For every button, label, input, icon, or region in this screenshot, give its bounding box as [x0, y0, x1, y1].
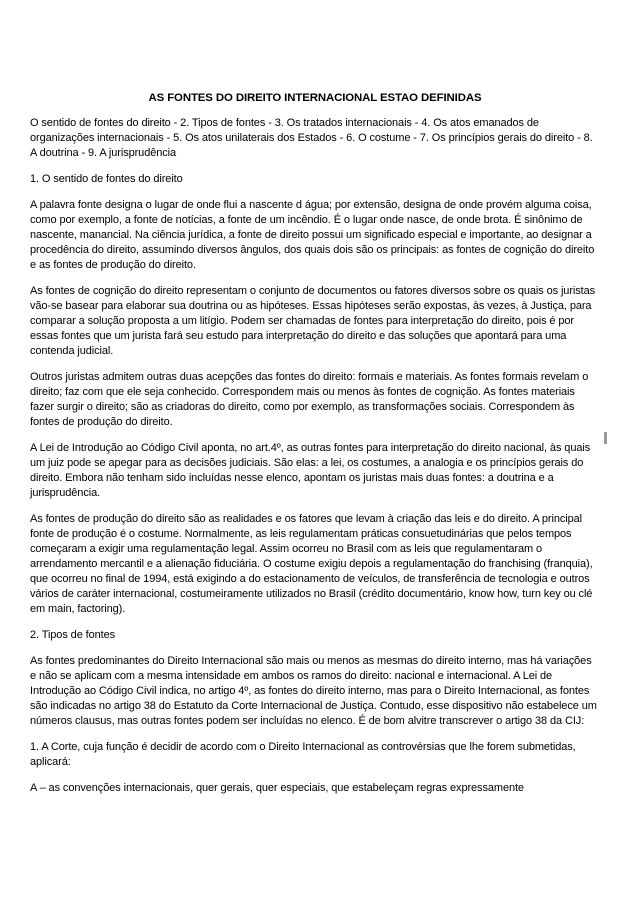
body-paragraph: 1. A Corte, cuja função é decidir de acordo com o Direito Internacional as controvérsias que lhe forem submetidas, aplicará: — [30, 741, 576, 768]
margin-marker — [604, 432, 607, 444]
section-heading: 1. O sentido de fontes do direito — [30, 173, 183, 185]
body-paragraph: As fontes predominantes do Direito Internacional são mais ou menos as mesmas do direito interno, mas há variações e não se aplicam com a mesma intensidade em ambos os ramos do direito: nacional e internacional. A Lei de Introdução ao Código Civil indica, no artigo 4º, as fontes do direito interno, mas para o Direito Internacional, as fontes são indicadas no artigo 38 do Estatuto da Corte Internacional de Justiça. Contudo, esse dispositivo não estabelece um números clausus, mas outras fontes podem ser incluídas no elenco. É de bom alvitre transcrever o artigo 38 da CIJ: — [30, 655, 597, 727]
section-heading: 2. Tipos de fontes — [30, 629, 116, 641]
document-title: AS FONTES DO DIREITO INTERNACIONAL ESTAO DEFINIDAS — [148, 92, 482, 104]
body-paragraph: A palavra fonte designa o lugar de onde flui a nascente d água; por extensão, designa de onde provém alguma coisa, como por exemplo, a fonte de notícias, a fonte de um incêndio. É o lugar onde nasce, de onde brota. É sinônimo de nascente, manancial. Na ciência jurídica, a fonte de direito possui um significado especial e importante, ao designar a procedência do direito, assumindo diversos ângulos, dos quais dois são os principais: as fontes de cognição do direito e as fontes de produção do direito. — [30, 199, 595, 271]
body-paragraph: A Lei de Introdução ao Código Civil aponta, no art.4º, as outras fontes para interpretação do direito nacional, às quais um juiz pode se apegar para as decisões judiciais. São elas: a lei, os costumes, a analogia e os princípios gerais do direito. Embora não tenham sido incluídas nesse elenco, apontam os juristas mais duas fontes: a doutrina e a jurisprudência. — [30, 442, 591, 499]
table-of-contents: O sentido de fontes do direito - 2. Tipos de fontes - 3. Os tratados internacionais - 4. Os atos emanados de organizações internacionais - 5. Os atos unilaterais dos Estados - 6. O costume - 7. Os princípios gerais do direito - 8. A doutrina - 9. A jurisprudência — [30, 117, 593, 159]
body-paragraph: Outros juristas admitem outras duas acepções das fontes do direito: formais e materiais. As fontes formais revelam o direito; faz com que ele seja conhecido. Correspondem mais ou menos às fontes de cognição. As fontes materiais fazer surgir o direito; são as criadoras do direito, como por exemplo, as transformações sociais. Correspondem às fontes de produção do direito. — [30, 371, 589, 428]
body-paragraph: As fontes de cognição do direito representam o conjunto de documentos ou fatores diversos sobre os quais os juristas vão-se basear para elaborar sua doutrina ou as hipóteses. Essas hipóteses serão expostas, às vezes, à Justiça, para comparar a solução proposta a um litígio. Podem ser chamadas de fontes para interpretação do direito, pois é por essas fontes que um jurista fará seu estudo para interpretação do direito e das soluções que apontará para uma contenda judicial. — [30, 285, 596, 357]
document-page — [30, 92, 600, 807]
body-paragraph: As fontes de produção do direito são as realidades e os fatores que levam à criação das leis e do direito. A principal fonte de produção é o costume. Normalmente, as leis regulamentam práticas consuetudinárias que pelos tempos começaram a exigir uma regulamentação legal. Assim ocorreu no Brasil com as leis que regulamentaram o arrendamento mercantil e a alienação fiduciária. O costume exigiu depois a regulamentação do franchising (franquia), que ocorreu no final de 1994, está exigindo a do estacionamento de veículos, de transferência de tecnologia e outros vários de caráter internacional, costumeiramente utilizados no Brasil (crédito documentário, know how, turn key ou clé em main, factoring). — [30, 513, 593, 615]
body-paragraph: A – as convenções internacionais, quer gerais, quer especiais, que estabeleçam regras expressamente — [30, 782, 524, 794]
